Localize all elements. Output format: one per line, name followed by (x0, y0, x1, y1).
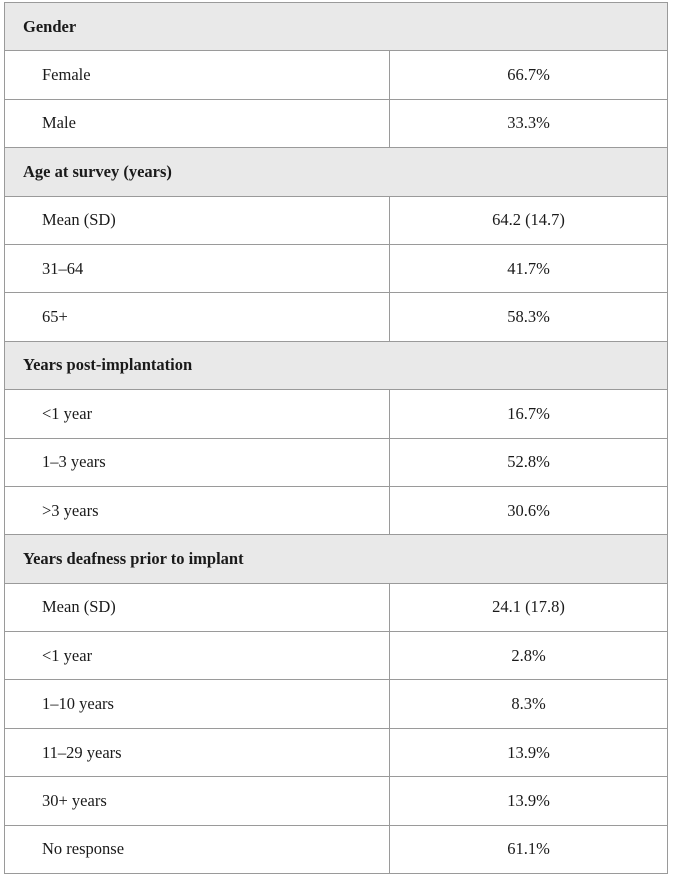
table-row (5, 680, 668, 728)
row-value: 13.9% (390, 728, 668, 776)
table-row (5, 632, 668, 680)
table-body (5, 3, 668, 874)
row-label: 31–64 (5, 244, 390, 292)
table-row (5, 486, 668, 534)
table-row (5, 777, 668, 825)
row-label: 1–10 years (5, 680, 390, 728)
section-title-years-deafness-prior-to-implant: Years deafness prior to implant (5, 535, 668, 583)
table-row (5, 825, 668, 873)
row-value: 8.3% (390, 680, 668, 728)
row-label: <1 year (5, 390, 390, 438)
row-value: 58.3% (390, 293, 668, 341)
row-label: No response (5, 825, 390, 873)
row-label: >3 years (5, 486, 390, 534)
section-header-row (5, 3, 668, 51)
row-value: 13.9% (390, 777, 668, 825)
row-label: Mean (SD) (5, 196, 390, 244)
table-row (5, 51, 668, 99)
row-label: Male (5, 99, 390, 147)
section-header-row (5, 535, 668, 583)
row-value: 30.6% (390, 486, 668, 534)
table-row (5, 583, 668, 631)
demographics-table (4, 2, 668, 874)
section-title-age-at-survey-years: Age at survey (years) (5, 148, 668, 196)
section-title-gender: Gender (5, 3, 668, 51)
row-label: 11–29 years (5, 728, 390, 776)
section-header-row (5, 341, 668, 389)
row-value: 66.7% (390, 51, 668, 99)
table-row (5, 99, 668, 147)
table-row (5, 728, 668, 776)
table-row (5, 244, 668, 292)
row-value: 61.1% (390, 825, 668, 873)
row-label: 1–3 years (5, 438, 390, 486)
row-value: 16.7% (390, 390, 668, 438)
row-label: 65+ (5, 293, 390, 341)
table-row (5, 390, 668, 438)
row-label: 30+ years (5, 777, 390, 825)
row-value: 41.7% (390, 244, 668, 292)
row-value: 24.1 (17.8) (390, 583, 668, 631)
row-value: 2.8% (390, 632, 668, 680)
row-label: <1 year (5, 632, 390, 680)
row-value: 52.8% (390, 438, 668, 486)
row-label: Mean (SD) (5, 583, 390, 631)
table-row (5, 293, 668, 341)
row-label: Female (5, 51, 390, 99)
row-value: 33.3% (390, 99, 668, 147)
section-header-row (5, 148, 668, 196)
table-row (5, 438, 668, 486)
section-title-years-post-implantation: Years post-implantation (5, 341, 668, 389)
row-value: 64.2 (14.7) (390, 196, 668, 244)
table-row (5, 196, 668, 244)
